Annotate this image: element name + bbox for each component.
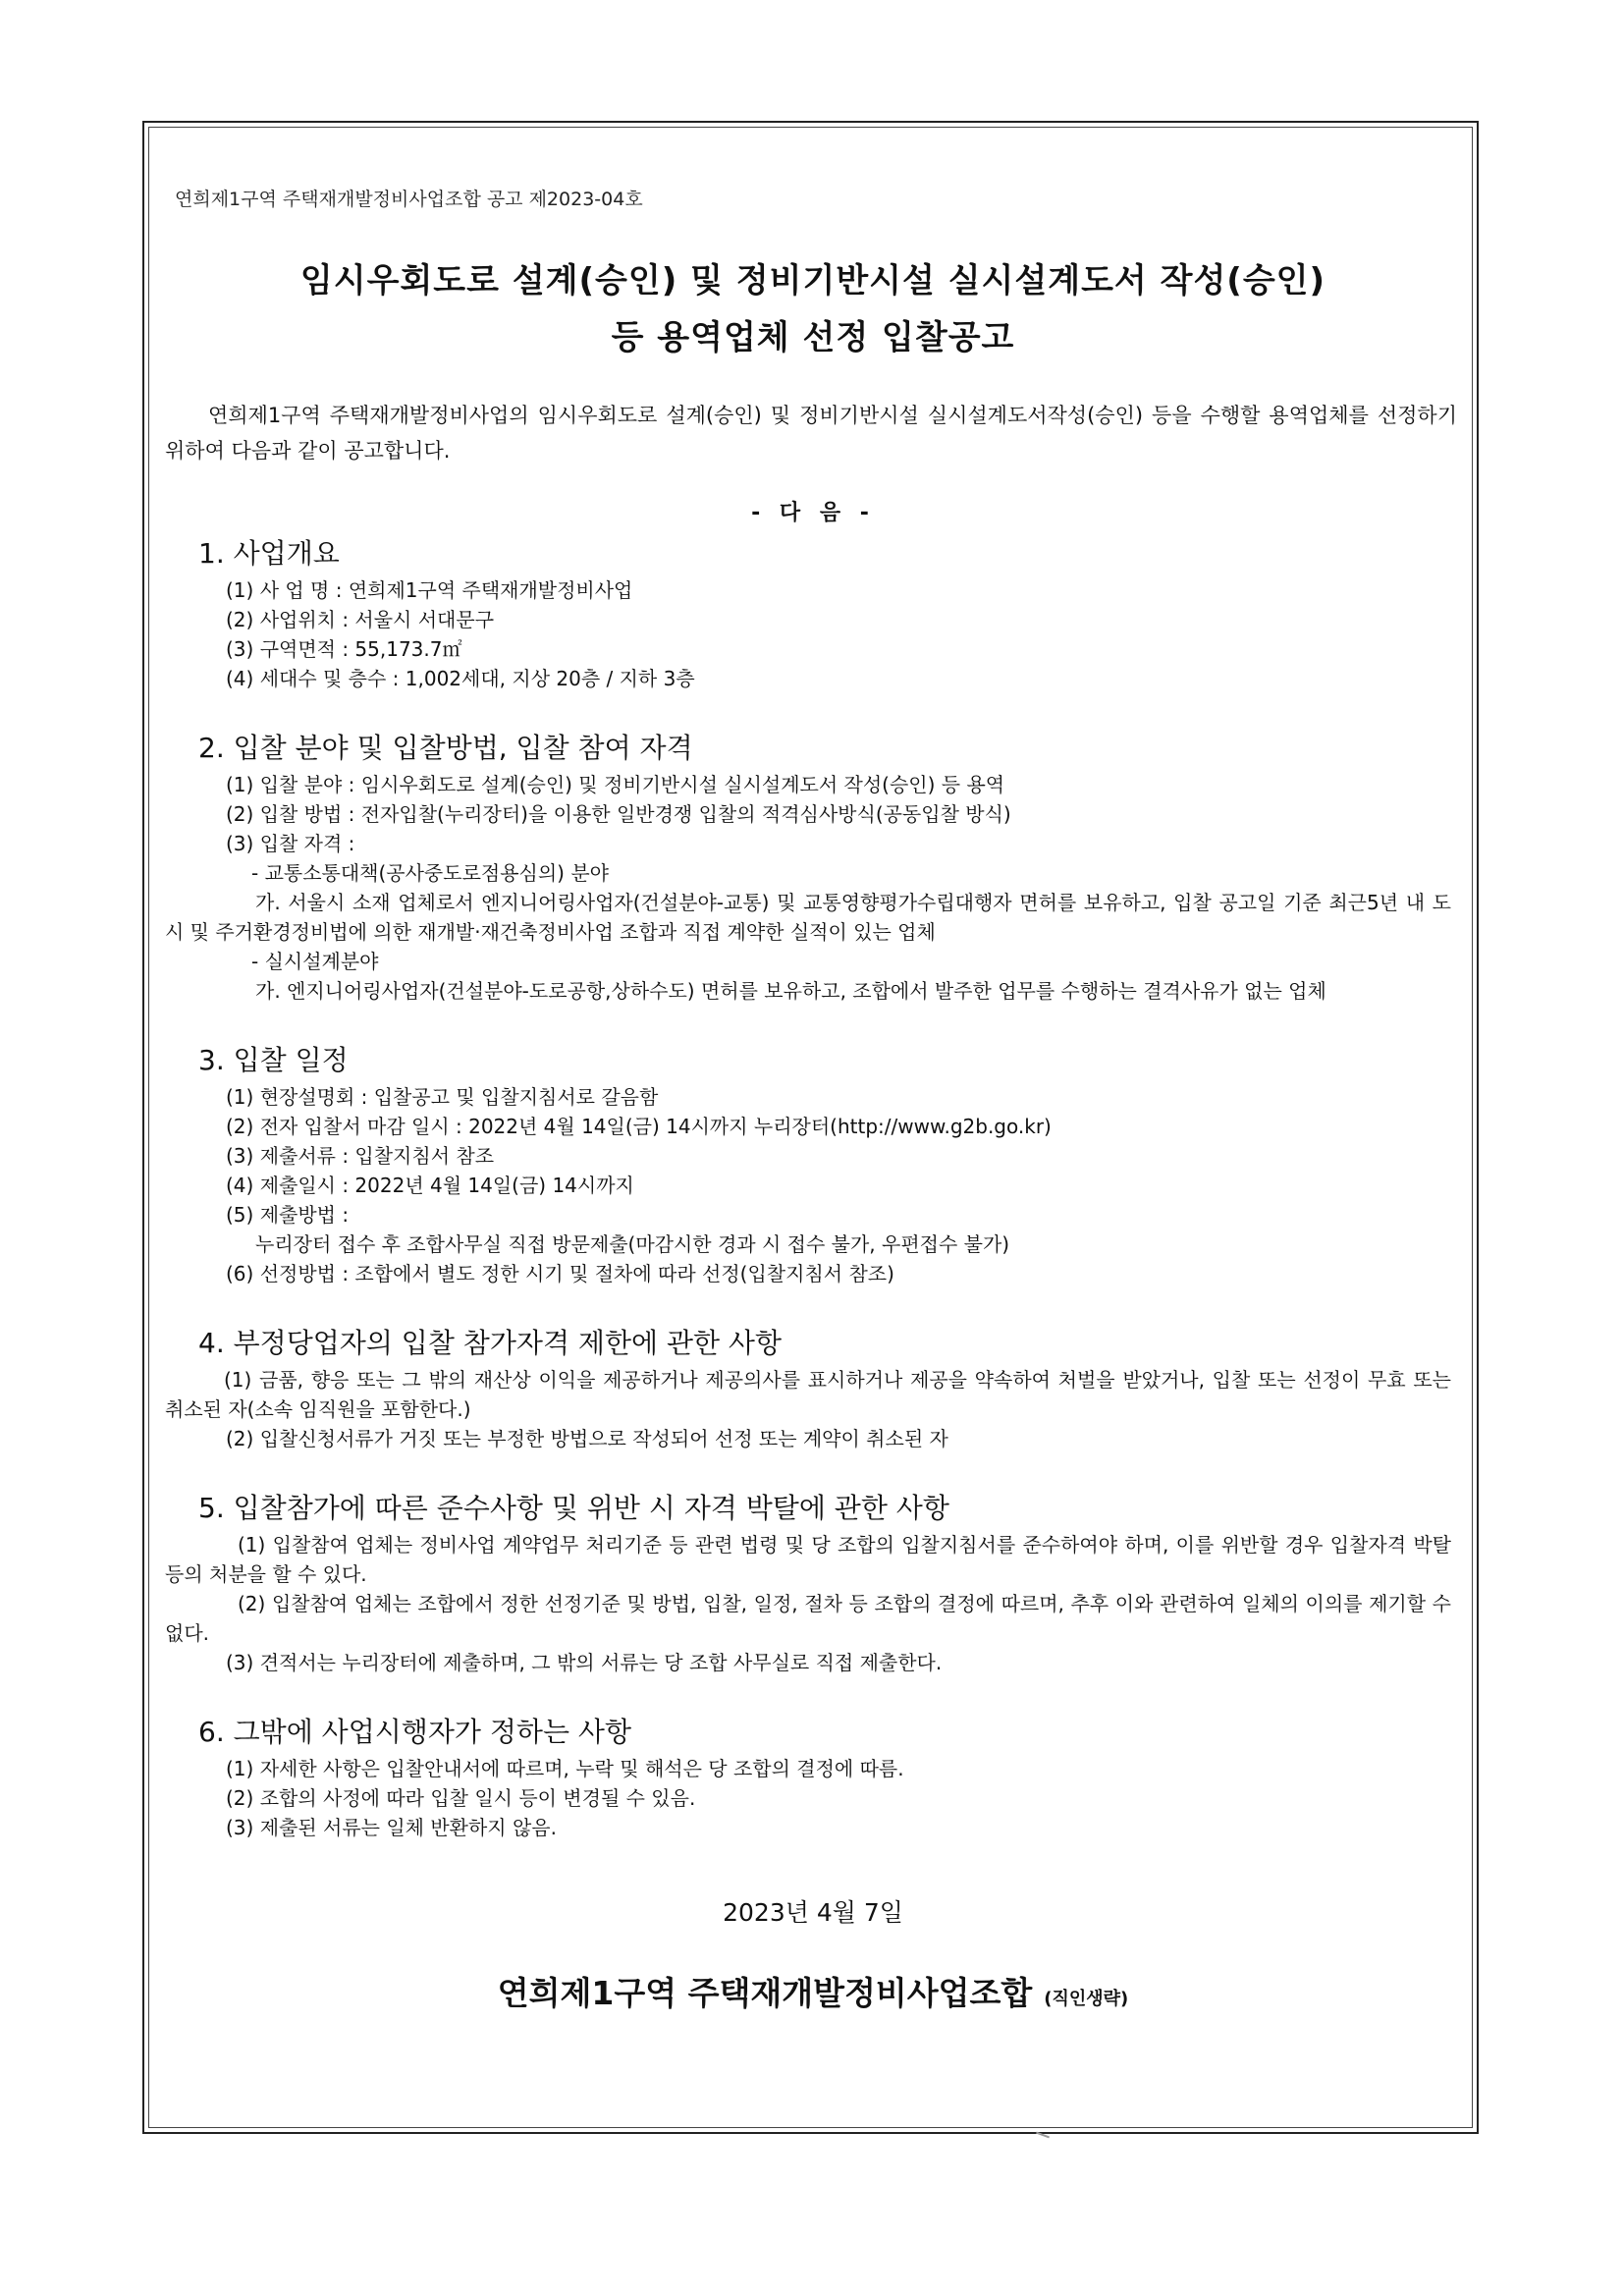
section-6 (165, 1711, 1461, 1842)
subheading: - 다 음 - (751, 501, 875, 525)
seal-note: (직인생략) (1044, 1989, 1129, 2009)
section-3 (165, 1039, 1461, 1288)
notice-title (165, 252, 1461, 366)
list-item: (3) 견적서는 누리장터에 제출하며, 그 밖의 서류는 당 조합 사무실로 직접 제출한다. (226, 1651, 943, 1674)
list-item: (3) 제출서류 : 입찰지침서 참조 (226, 1144, 495, 1168)
title-line-1: 임시우회도로 설계(승인) 및 정비기반시설 실시설계도서 작성(승인) (299, 261, 1326, 301)
signer-organization (165, 1968, 1461, 2014)
list-item: (4) 세대수 및 층수 : 1,002세대, 지상 20층 / 지하 3층 (226, 667, 695, 690)
section-5 (165, 1487, 1461, 1677)
list-item: (3) 제출된 서류는 일체 반환하지 않음. (226, 1816, 557, 1839)
intro-paragraph: 연희제1구역 주택재개발정비사업의 임시우회도로 설계(승인) 및 정비기반시설 실시설계도서작성(승인) 등을 수행할 용역업체를 선정하기 위하여 다음과 같이 공고합니다. (165, 404, 1457, 463)
list-item: (3) 입찰 자격 : (226, 832, 355, 855)
qualification-category: - 실시설계분야 (251, 950, 379, 973)
section-heading: 5. 입찰참가에 따른 준수사항 및 위반 시 자격 박탈에 관한 사항 (198, 1492, 949, 1524)
list-item: (1) 입찰 분야 : 임시우회도로 설계(승인) 및 정비기반시설 실시설계도서 작성(승인) 등 용역 (226, 773, 1005, 796)
notice-number: 연희제1구역 주택재개발정비사업조합 공고 제2023-04호 (175, 189, 643, 210)
section-heading: 6. 그밖에 사업시행자가 정하는 사항 (198, 1716, 631, 1748)
list-item: (6) 선정방법 : 조합에서 별도 정한 시기 및 절차에 따라 선정(입찰지침서 참조) (226, 1262, 894, 1285)
list-item: (4) 제출일시 : 2022년 4월 14일(금) 14시까지 (226, 1174, 634, 1197)
notice-date: 2023년 4월 7일 (723, 1898, 903, 1927)
title-line-2: 등 용역업체 선정 입찰공고 (611, 318, 1015, 357)
signer-name: 연희제1구역 주택재개발정비사업조합 (497, 1974, 1033, 2012)
list-item: (1) 금품, 향응 또는 그 밖의 재산상 이익을 제공하거나 제공의사를 표시하거나 제공을 약속하여 처벌을 받았거나, 입찰 또는 선정이 무효 또는 취소된 자(소속 임직원을 포함한다.) (165, 1368, 1451, 1421)
section-1 (165, 532, 1461, 693)
section-heading: 4. 부정당업자의 입찰 참가자격 제한에 관한 사항 (198, 1327, 783, 1359)
list-item: (5) 제출방법 : (226, 1203, 350, 1227)
qualification-detail: 가. 엔지니어링사업자(건설분야-도로공항,상하수도) 면허를 보유하고, 조합에서 발주한 업무를 수행하는 결격사유가 없는 업체 (255, 979, 1326, 1003)
list-item: (3) 구역면적 : 55,173.7㎡ (226, 637, 462, 661)
list-item: (2) 조합의 사정에 따라 입찰 일시 등이 변경될 수 있음. (226, 1786, 696, 1810)
section-heading: 1. 사업개요 (198, 537, 340, 570)
list-item: (2) 입찰참여 업체는 조합에서 정한 선정기준 및 방법, 입찰, 일정, 절차 등 조합의 결정에 따르며, 추후 이와 관련하여 일체의 이의를 제기할 수 없다. (165, 1592, 1451, 1645)
list-item: (1) 현장설명회 : 입찰공고 및 입찰지침서로 갈음함 (226, 1085, 659, 1109)
list-item: (1) 자세한 사항은 입찰안내서에 따르며, 누락 및 해석은 당 조합의 결정에 따름. (226, 1757, 904, 1780)
list-item: (1) 입찰참여 업체는 정비사업 계약업무 처리기준 등 관련 법령 및 당 조합의 입찰지침서를 준수하여야 하며, 이를 위반할 경우 입찰자격 박탈 등의 처분을 할 수 있다. (165, 1533, 1451, 1586)
qualification-detail: 가. 서울시 소재 업체로서 엔지니어링사업자(건설분야-교통) 및 교통영향평가수립대행자 면허를 보유하고, 입찰 공고일 기준 최근5년 내 도시 및 주거환경정비법에 의한 재개발·재건축정비사업 조합과 직접 계약한 실적이 있는 업체 (165, 891, 1451, 944)
submission-method-detail: 누리장터 접수 후 조합사무실 직접 방문제출(마감시한 경과 시 접수 불가, 우편접수 불가) (255, 1232, 1010, 1256)
list-item: (1) 사 업 명 : 연희제1구역 주택재개발정비사업 (226, 578, 633, 602)
list-item: (2) 입찰신청서류가 거짓 또는 부정한 방법으로 작성되어 선정 또는 계약이 취소된 자 (226, 1427, 948, 1450)
section-2 (165, 727, 1461, 1006)
list-item: (2) 입찰 방법 : 전자입찰(누리장터)을 이용한 일반경쟁 입찰의 적격심사방식(공동입찰 방식) (226, 802, 1011, 826)
section-heading: 2. 입찰 분야 및 입찰방법, 입찰 참여 자격 (198, 732, 693, 764)
list-item: (2) 사업위치 : 서울시 서대문구 (226, 608, 495, 631)
list-item: (2) 전자 입찰서 마감 일시 : 2022년 4월 14일(금) 14시까지 누리장터(http://www.g2b.go.kr) (226, 1115, 1052, 1138)
section-heading: 3. 입찰 일정 (198, 1044, 349, 1076)
qualification-category: - 교통소통대책(공사중도로점용심의) 분야 (251, 861, 609, 885)
notice-content (165, 185, 1461, 2014)
section-4 (165, 1322, 1461, 1453)
